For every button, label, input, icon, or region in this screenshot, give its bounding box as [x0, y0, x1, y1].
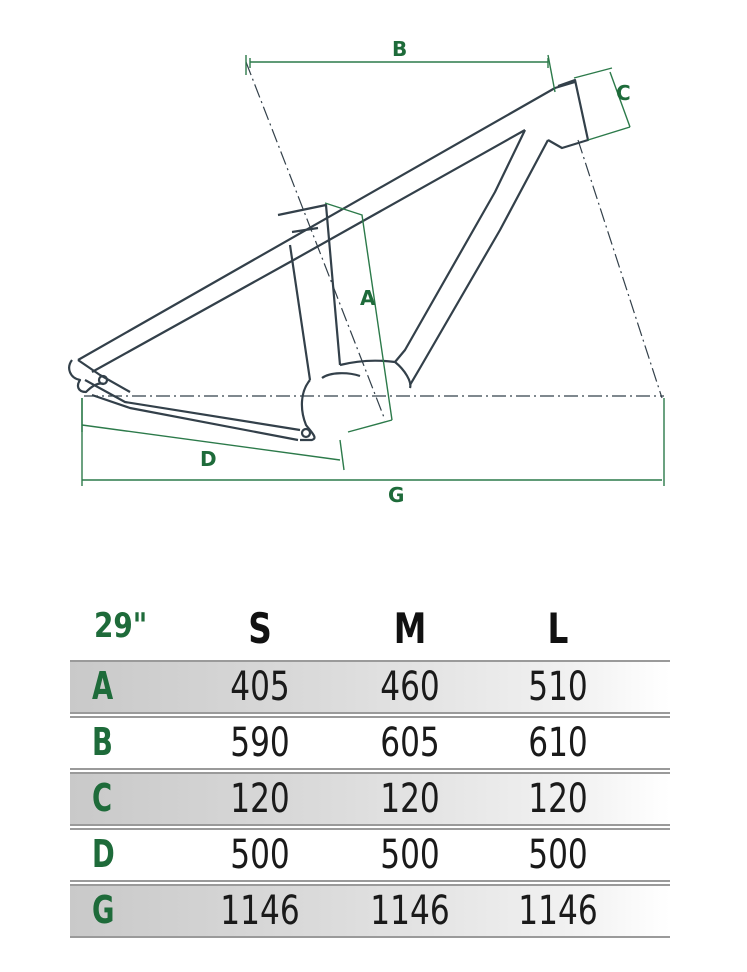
wheel-size-title: 29" — [94, 606, 148, 646]
value-m: 605 — [380, 720, 440, 766]
dim-label-g: G — [388, 483, 405, 507]
head-axis-line — [578, 140, 662, 398]
table-row — [70, 716, 670, 770]
value-l: 610 — [528, 720, 588, 766]
column-size-s: S — [248, 604, 272, 653]
row-label: D — [92, 832, 115, 876]
geometry-table — [70, 600, 670, 940]
dim-label-b: B — [392, 37, 408, 61]
row-label: C — [92, 776, 113, 820]
table-row — [70, 828, 670, 882]
value-l: 510 — [528, 664, 588, 710]
column-size-m: M — [393, 604, 427, 653]
value-m: 120 — [380, 776, 440, 822]
value-s: 590 — [230, 720, 290, 766]
chain-stay — [85, 380, 300, 430]
row-label: B — [92, 720, 113, 764]
value-s: 500 — [230, 832, 290, 878]
value-m: 1146 — [370, 888, 450, 934]
value-l: 1146 — [518, 888, 598, 934]
dim-label-d: D — [200, 447, 217, 471]
row-label: G — [92, 888, 115, 932]
table-row — [70, 884, 670, 938]
dim-label-a: A — [360, 286, 376, 310]
dim-label-c: C — [616, 81, 631, 105]
value-m: 460 — [380, 664, 440, 710]
table-header — [70, 600, 670, 660]
down-tube — [410, 140, 548, 385]
value-l: 500 — [528, 832, 588, 878]
row-label: A — [92, 664, 114, 708]
value-s: 405 — [230, 664, 290, 710]
seat-axis-line — [246, 62, 385, 420]
table-row — [70, 660, 670, 714]
value-m: 500 — [380, 832, 440, 878]
table-row — [70, 772, 670, 826]
value-s: 1146 — [220, 888, 300, 934]
column-size-l: L — [547, 604, 569, 653]
value-l: 120 — [528, 776, 588, 822]
value-s: 120 — [230, 776, 290, 822]
